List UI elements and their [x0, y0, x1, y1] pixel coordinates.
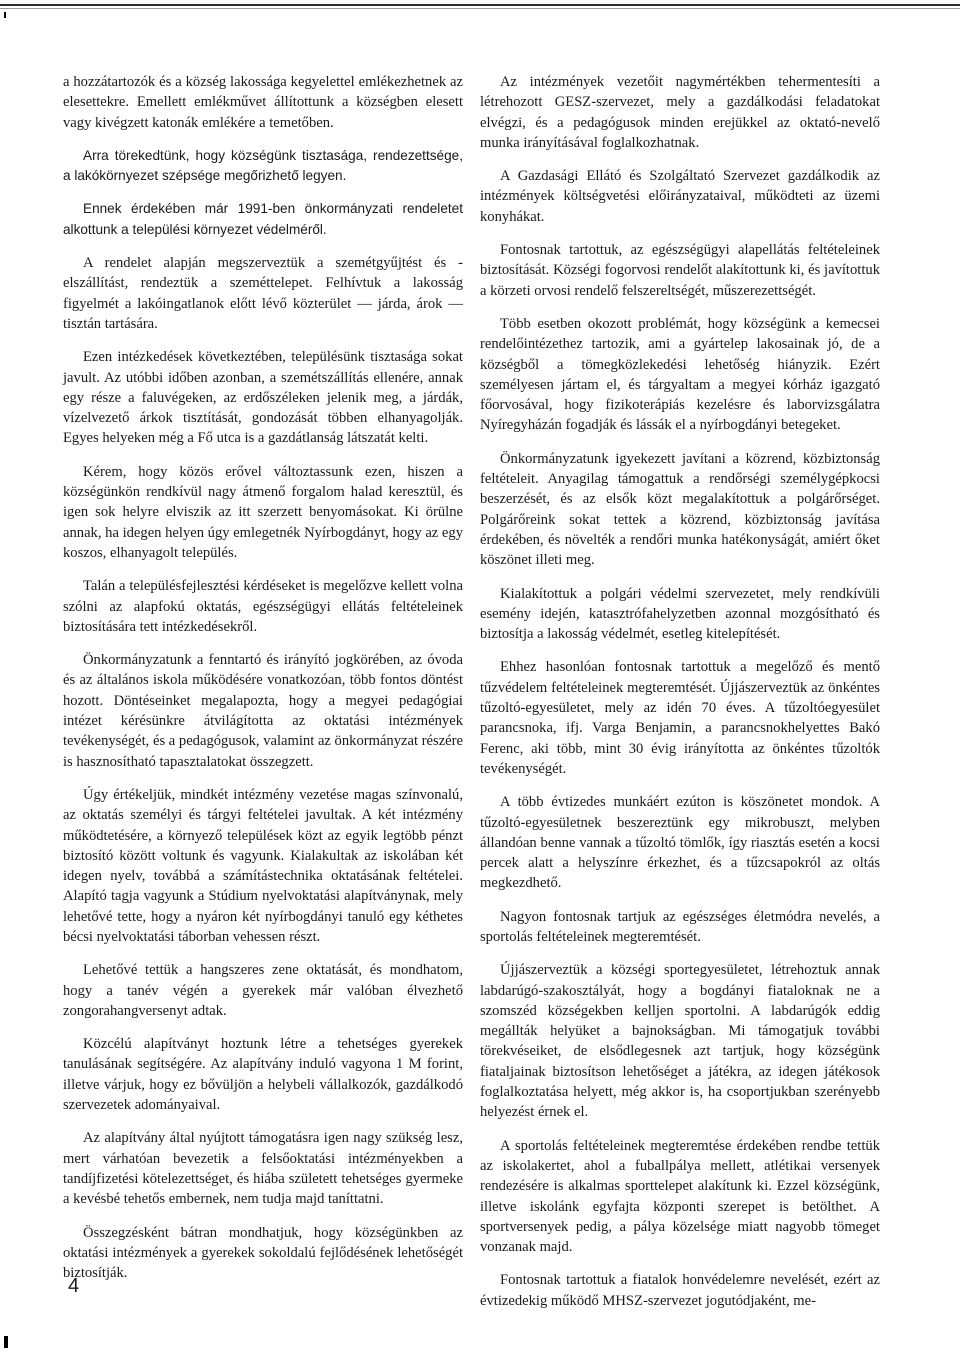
paragraph: Kérem, hogy közös erővel változtassunk ezen, hiszen a községünkön rendkívül nagy átmenő forgalom halad keresztül, és igen sok helyre elviszik az itt szerzett benyomásokat. Ki örülne annak, ha idegen helyen úgy emlegetnék Nyírbogdányt, hogy az egy koszos, elhanyagolt település.: [63, 463, 463, 561]
paragraph: Az intézmények vezetőit nagymértékben tehermentesíti a létrehozott GESZ-szervezet, mely a gazdálkodási feladatokat elvégzi, és a pedagógusok minden erejükkel az oktató-nevelő munka irányításával foglalkozhatnak.: [480, 74, 880, 151]
paragraph: Több esetben okozott problémát, hogy községünk a kemecsei rendelőintézethez tartozik, ami a gyártelep lakosainak jó, de a községből a tömegközlekedési lehetőség hiányzik. Ezért személyesen jártam el, és tárgyaltam a megyei kórház igazgató főorvosával, hogy fizikoterápiás kezelésre és laborvizsgálatra Nyíregyházán fogadják és lássák el a nyírbogdányi betegeket.: [480, 315, 880, 434]
paragraph: Ehhez hasonlóan fontosnak tartottuk a megelőző és mentő tűzvédelem feltételeinek megteremtését. Újjászerveztük az önkéntes tűzoltó-egyesületet, mely az idén 70 éves. A tűzoltóegyesület parancsnoka, ifj. Varga Benjamin, a parancsnokhelyettes Bakó Ferenc, aki több, mint 30 évig irányította az önkéntes tűzoltók tevékenységét.: [480, 659, 880, 777]
paragraph: Fontosnak tartottuk, az egészségügyi alapellátás feltételeinek biztosítását. Községi fogorvosi rendelőt alakítottunk ki, és javítottuk a körzeti orvosi rendelő felszereltségét, műszerezettségét.: [480, 242, 880, 299]
paragraph: Önkormányzatunk a fenntartó és irányító jogkörében, az óvoda és az általános iskola működésére vonatkozóan, több fontos döntést hozott. Döntéseinket megalapozta, hogy a megyei pedagógiai intézet kérésünkre átvilágította az oktatási intézmények tevékenységét, és a pedagógusok, valamint az önkormányzat részére is hasznosítható tapasztalatokat összegzett.: [63, 652, 463, 770]
paragraph: A Gazdasági Ellátó és Szolgáltató Szervezet gazdálkodik az intézmények költségvetési előirányzataival, működteti az üzemi konyhákat.: [480, 168, 880, 225]
paragraph: Fontosnak tartottuk a fiatalok honvédelemre nevelését, ezért az évtizedekig működő MHSZ-szervezet jogutódjaként, me-: [480, 1272, 880, 1309]
paragraph: A rendelet alapján megszerveztük a szemétgyűjtést és -elszállítást, rendeztük a szeméttelepet. Felhívtuk a lakosság figyelmét a lakóingatlanok előtt lévő közterület — járda, árok — tisztán tartására.: [63, 255, 463, 332]
paragraph: Újjászerveztük a községi sportegyesületet, létrehoztuk annak labdarúgó-szakosztályát, hogy a bogdányi fiataloknak ne a szomszéd községekben kelljen sportolni. A labdarúgók eddig megállták helyüket a bajnokságban. Mi támogatjuk további törekvéseiket, de elsődlegesnek azt tartjuk, hogy községünk fiataljainak biztosítson lehetőséget a játékra, az idegen játékosok foglalkoztatása helyett, még akkor is, ha csoportjukban szerényebb helyezést érnek el.: [480, 962, 880, 1121]
paragraph: a hozzátartozók és a község lakossága kegyelettel emlékezhetnek az elesettekre. Emellett emlékművet állítottunk a községben elesett vagy kivégzett katonák emlékére a temetőben.: [63, 74, 463, 131]
paragraph: Közcélú alapítványt hoztunk létre a tehetséges gyerekek tanulásának segítségére. Az alapítvány induló vagyona 1 M forint, illetve várjuk, hogy ez bővüljön a helybeli vállalkozók, gazdálkodó szervezetek adományaival.: [63, 1036, 463, 1114]
paragraph: Arra törekedtünk, hogy községünk tisztasága, rendezettsége, a lakókörnyezet szépsége megőrizhető legyen.: [63, 147, 463, 184]
paragraph: Ezen intézkedések következtében, településünk tisztasága sokat javult. Az utóbbi időben azonban, a szemétszállítás ellenére, annak egy része a faluvégeken, az erdőszéleken jelenik meg, a járdák, vízelvezető árkok tisztítását, gondozását többen elhanyagolják. Egyes helyeken még a Fő utca is a gazdátlanság látszatát kelti.: [63, 349, 463, 447]
right-column: [480, 72, 880, 1324]
scan-border-line: [0, 4, 960, 6]
scan-speck: [4, 1336, 8, 1348]
scan-speck: [4, 12, 6, 18]
paragraph: Önkormányzatunk igyekezett javítani a közrend, közbiztonság feltételeit. Anyagilag támogattuk a rendőrségi személygépkocsi beszerzését, és az elsők közt megalakítottuk a polgárőrséget. Polgárőreink sokat tettek a közrend, közbiztonság javítása érdekében, és növelték a rendőri munka hatékonyságát, amiért őket köszönet illeti meg.: [480, 450, 880, 569]
paragraph: Úgy értékeljük, mindkét intézmény vezetése magas színvonalú, az oktatás személyi és tárgyi feltételei javultak. A két intézmény működtetésére, a környező települések közt az egyik legtöbb pénzt biztosító között voltunk és vagyunk. Kialakultak az iskolában két idegen nyelv, továbbá a számítástechnika oktatásának feltételei. Alapító tagja vagyunk a Stúdium nyelvoktatási alapítványnak, mely lehetővé tette, hogy a nyáron két nyírbogdányi tanuló egy kéthetes bécsi nyelvoktatási táborban vehessen részt.: [63, 786, 463, 945]
paragraph: A sportolás feltételeinek megteremtése érdekében rendbe tettük az iskolakertet, ahol a fuballpálya mellett, atlétikai versenyek rendezésére is alkalmas sporttelepet alakítunk ki. Ezzel községünk, illetve iskolánk egyfajta központi szerepet is betölthet. A sportversenyek pedig, a pálya közelsége miatt nagyobb tömeget vonzanak majd.: [480, 1137, 880, 1256]
paragraph: Összegzésként bátran mondhatjuk, hogy községünkben az oktatási intézmények a gyerekek sokoldalú fejlődésének lehetőségét biztosítják.: [63, 1224, 463, 1282]
page-number: 4: [68, 1275, 80, 1297]
paragraph: Kialakítottuk a polgári védelmi szervezetet, mely rendkívüli esemény idején, katasztrófahelyzetben azonnal mozgósítható és biztosítja a lakosság védelmét, esetleg kitelepítését.: [480, 585, 880, 643]
paragraph: Lehetővé tettük a hangszeres zene oktatását, és mondhatom, hogy a tanév végén a gyerekek már valóban élvezhető zongorahangversenyt adtak.: [63, 962, 463, 1019]
paragraph: Nagyon fontosnak tartjuk az egészséges életmódra nevelés, a sportolás feltételeinek megteremtését.: [480, 908, 880, 945]
paragraph: A több évtizedes munkáért ezúton is köszönetet mondok. A tűzoltó-egyesületnek beszereztünk egy mikrobuszt, melyben állandóan benne vannak a tűzoltó tömlők, így riasztás esetén a kocsi percek alatt a helyszínre érkezhet, és a tűzcsapokról az oltás megkezdhető.: [480, 794, 880, 892]
paragraph: Ennek érdekében már 1991-ben önkormányzati rendeletet alkottunk a települési környezet védelméről.: [63, 201, 463, 237]
paragraph: Az alapítvány által nyújtott támogatásra igen nagy szükség lesz, mert várhatóan bevezetik a felsőoktatási intézményekben a tandíjfizetési kötelezettséget, és hiába született tehetséges gyermeke a kevésbé tehetős embernek, nem tudja majd taníttatni.: [63, 1130, 463, 1208]
left-column: [63, 72, 463, 1296]
scan-border-line: [0, 8, 960, 9]
paragraph: Talán a településfejlesztési kérdéseket is megelőzve kellett volna szólni az alapfokú oktatás, egészségügyi ellátás feltételeinek biztosítására tett intézkedésekről.: [63, 578, 463, 635]
